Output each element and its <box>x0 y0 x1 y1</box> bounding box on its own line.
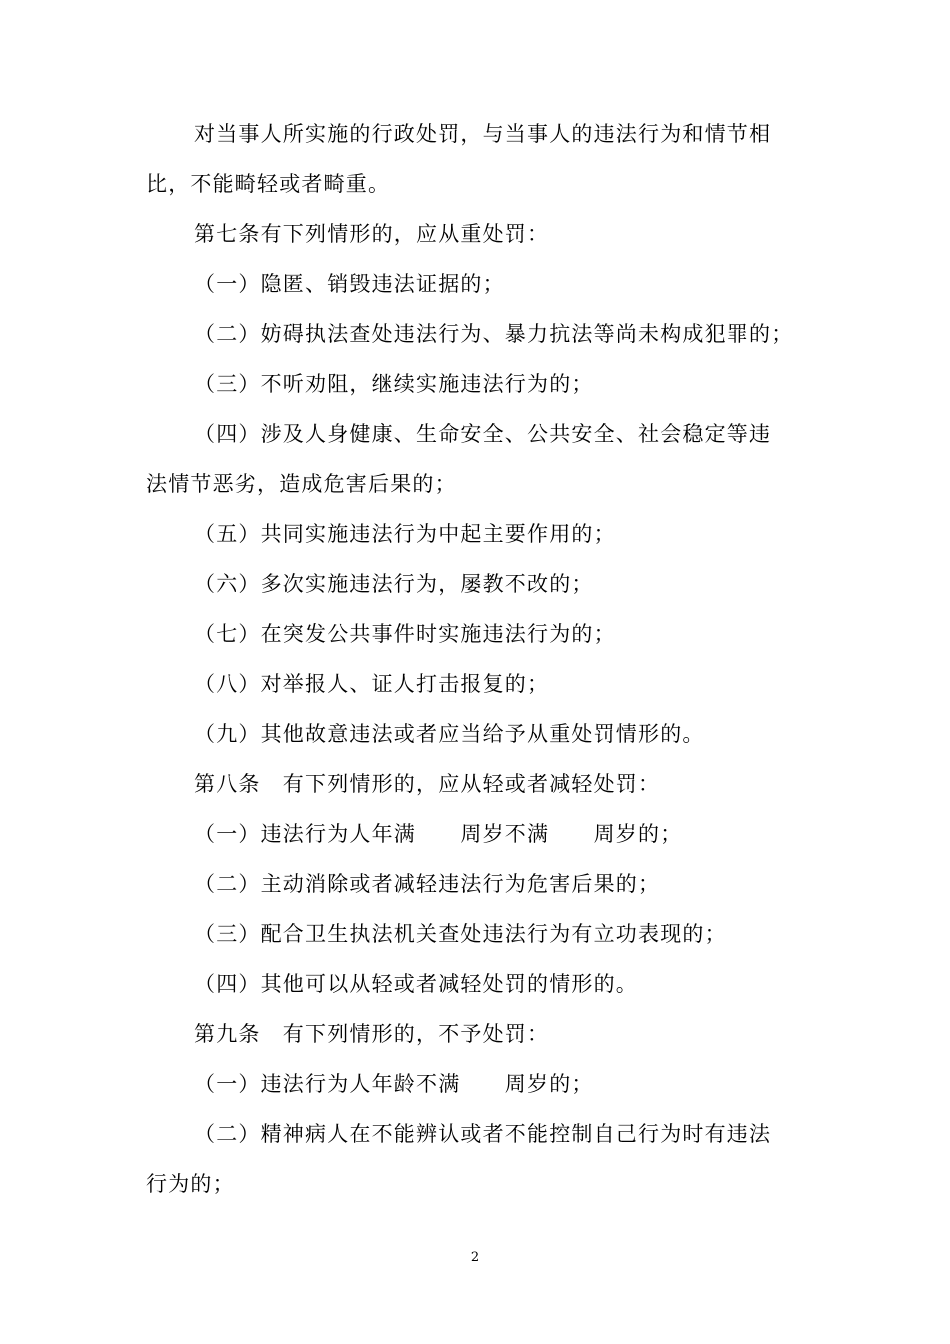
article-8-item-1: （一）违法行为人年满 周岁不满 周岁的； <box>194 822 683 846</box>
article-8-item-2: （二）主动消除或者减轻违法行为危害后果的； <box>194 872 661 896</box>
text-line-2: 比，不能畸轻或者畸重。 <box>146 172 391 196</box>
text-line-1: 对当事人所实施的行政处罚，与当事人的违法行为和情节相 <box>194 122 772 146</box>
article-8-item-4: （四）其他可以从轻或者减轻处罚的情形的。 <box>194 972 638 996</box>
article-8-heading: 第八条 有下列情形的，应从轻或者减轻处罚： <box>194 772 661 796</box>
article-7-item-4: （四）涉及人身健康、生命安全、公共安全、社会稳定等违 <box>194 422 772 446</box>
article-7-item-1: （一）隐匿、销毁违法证据的； <box>194 272 505 296</box>
article-7-item-3: （三）不听劝阻，继续实施违法行为的； <box>194 372 594 396</box>
article-7-item-6: （六）多次实施违法行为，屡教不改的； <box>194 572 594 596</box>
article-7-item-9: （九）其他故意违法或者应当给予从重处罚情形的。 <box>194 722 705 746</box>
article-7-item-2: （二）妨碍执法查处违法行为、暴力抗法等尚未构成犯罪的； <box>194 322 794 346</box>
article-9-heading: 第九条 有下列情形的，不予处罚： <box>194 1022 550 1046</box>
article-9-item-1: （一）违法行为人年龄不满 周岁的； <box>194 1072 594 1096</box>
article-9-item-2: （二）精神病人在不能辨认或者不能控制自己行为时有违法 <box>194 1122 772 1146</box>
page-number: 2 <box>470 1250 480 1265</box>
article-7-item-5: （五）共同实施违法行为中起主要作用的； <box>194 522 616 546</box>
article-7-item-4-continued: 法情节恶劣，造成危害后果的； <box>146 472 457 496</box>
article-9-item-2-continued: 行为的； <box>146 1172 235 1196</box>
article-7-item-8: （八）对举报人、证人打击报复的； <box>194 672 550 696</box>
article-7-item-7: （七）在突发公共事件时实施违法行为的； <box>194 622 616 646</box>
article-8-item-3: （三）配合卫生执法机关查处违法行为有立功表现的； <box>194 922 727 946</box>
article-7-heading: 第七条有下列情形的，应从重处罚： <box>194 222 550 246</box>
